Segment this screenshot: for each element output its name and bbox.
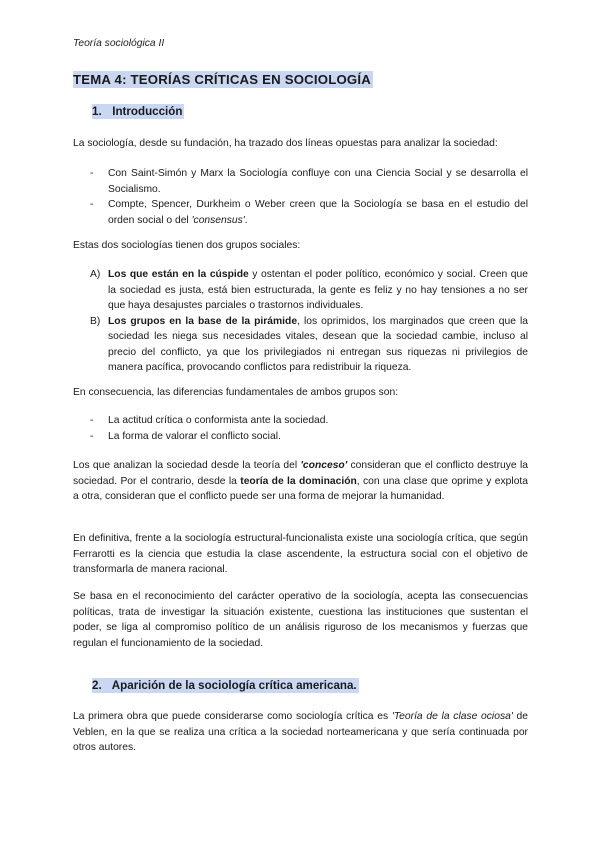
list-bullet: -: [90, 199, 94, 210]
list-item: [90, 166, 528, 197]
intro-paragraph: La sociología, desde su fundación, ha trazado dos líneas opuestas para analizar la sociedad:: [73, 138, 498, 149]
section-heading-aparicion: [92, 678, 359, 694]
section-number: 2.: [92, 679, 102, 692]
list-letter: A): [90, 269, 101, 280]
basis-paragraph: Se basa en el reconocimiento del carácter operativo de la sociología, acepta las consecuencias políticas, trata de investigar la situación existente, cuestiona las instituciones que sustentan el poder, se liga al compromiso político de un análisis riguroso de los mecanismos y fuerzas que regulan el funcionamiento de la sociedad.: [73, 591, 528, 649]
list-item: [90, 314, 528, 376]
definitiva-paragraph: En definitiva, frente a la sociología estructural-funcionalista existe una sociología crítica, que según Ferrarotti es la ciencia que estudia la clase ascendente, la estructura social con el objetivo de transformarla de manera racional.: [73, 533, 528, 575]
text-run: La primera obra que puede considerarse como sociología crítica es: [73, 711, 392, 722]
page-title-text: TEMA 4: TEORÍAS CRÍTICAS EN SOCIOLOGÍA: [73, 72, 371, 87]
list-item: [90, 197, 528, 228]
list-item-text: Compte, Spencer, Durkheim o Weber creen que la Sociología se basa en el estudio del orden social o del: [108, 199, 528, 226]
list-item-text: , los oprimidos, los marginados que creen que la sociedad les niega sus necesidades vitales, desean que la sociedad cambie, incluso al precio del conflicto, ya que los privilegiados ni entregan sus riquezas ni privilegios de manera pacífica, provocando conflictos para redistribuir la riqueza.: [108, 315, 528, 373]
bold-term: teoría de la dominación: [240, 475, 357, 487]
text-run: de Veblen, en la que se realiza una crítica a la sociedad norteamericana y que sería continuada por otros autores.: [73, 711, 528, 753]
list-item: [90, 429, 528, 445]
list-item-text: Con Saint-Simón y Marx la Sociología confluye con una Ciencia Social y se desarrolla el Socialismo.: [108, 168, 528, 195]
list-letter: B): [90, 315, 101, 327]
section-title-text: Aparición de la sociología crítica americana.: [111, 679, 357, 692]
conflict-paragraph: [73, 458, 528, 505]
text-run: consideran que el conflicto destruye la sociedad. Por el contrario, desde la: [73, 460, 528, 487]
bold-phrase: Los grupos en la base de la pirámide: [108, 315, 298, 327]
page-title: [73, 72, 373, 88]
list-item: [90, 413, 528, 429]
groups-intro-paragraph: Estas dos sociologías tienen dos grupos sociales:: [73, 240, 301, 251]
list-bullet: -: [90, 430, 94, 442]
list-item: [90, 267, 528, 314]
list-bullet: -: [90, 168, 94, 179]
bold-italic-term: 'conceso': [300, 460, 348, 471]
differences-intro-paragraph: En consecuencia, las diferencias fundamentales de ambos grupos son:: [73, 387, 399, 398]
section-heading-highlight: [92, 678, 359, 693]
differences-list: [90, 413, 528, 444]
bold-phrase: Los que están en la cúspide: [108, 269, 249, 280]
list-item-text-end: .: [244, 214, 248, 226]
section-heading-highlight: [92, 104, 184, 119]
text-run: Los que analizan la sociedad desde la teoría del: [73, 460, 301, 471]
list-item-text: La forma de valorar el conflicto social.: [108, 430, 281, 442]
italic-term: 'consensus': [191, 214, 245, 226]
section-heading-introduccion: [92, 104, 184, 120]
social-groups-list: [90, 267, 528, 376]
section-title-text: Introducción: [112, 105, 183, 118]
section-number: 1.: [92, 105, 102, 118]
veblen-paragraph: [73, 709, 528, 756]
list-item-text: y ostentan el poder político, económico y social. Creen que la sociedad es justa, está bien estructurada, la gente es feliz y no hay tensiones a no ser que haya desajustes parciales o trastornos individuales.: [108, 269, 528, 311]
running-header: Teoría sociológica II: [73, 38, 165, 49]
approaches-list: [90, 166, 528, 228]
list-bullet: -: [90, 415, 94, 426]
text-run: , con una clase que oprime y explota a otra, consideran que el conflicto puede ser una forma de mejorar la humanidad.: [73, 475, 529, 502]
italic-work-title: 'Teoría de la clase ociosa': [391, 711, 513, 722]
list-item-text: La actitud crítica o conformista ante la sociedad.: [108, 415, 329, 426]
